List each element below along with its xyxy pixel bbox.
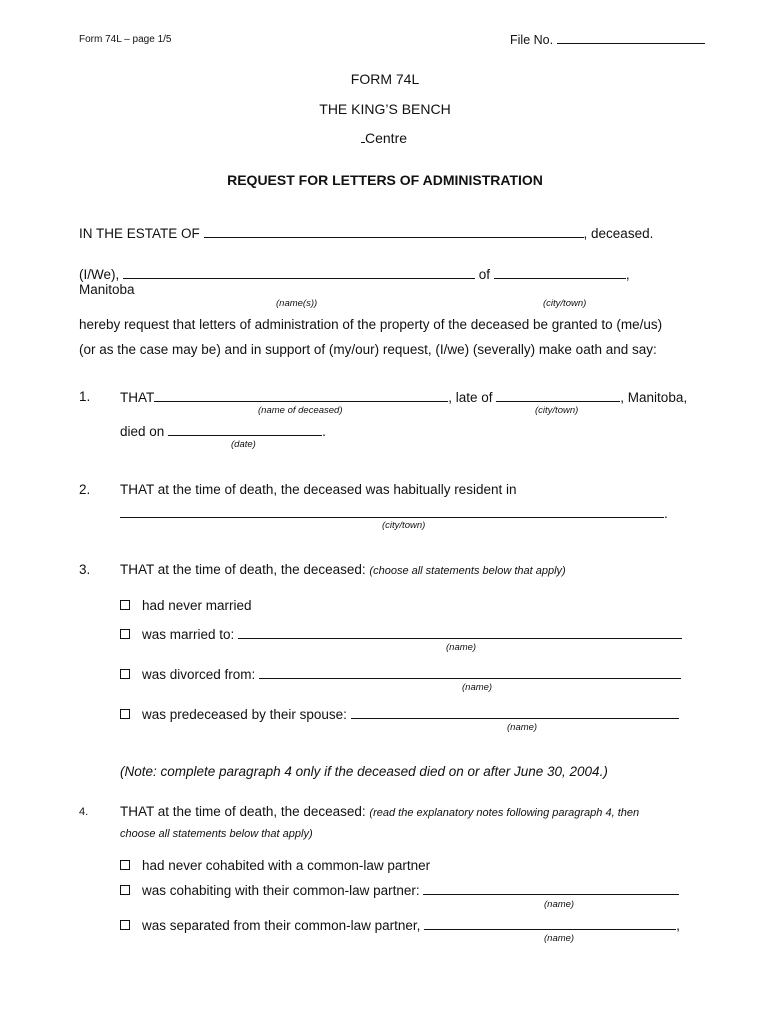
checkbox-never-cohabited[interactable] <box>120 860 130 870</box>
para-4-line <box>120 804 639 819</box>
applicant-city-caption: (city/town) <box>543 298 587 309</box>
court-name: THE KING’S BENCH <box>319 101 451 117</box>
para-4-instruction-2: choose all statements below that apply) <box>120 828 313 840</box>
checkbox-predeceased[interactable] <box>120 709 130 719</box>
predeceased-spouse-name-blank[interactable] <box>351 706 679 719</box>
option-separated[interactable] <box>120 917 680 933</box>
separated-name-caption: (name) <box>544 933 575 944</box>
residence-line <box>120 505 668 521</box>
checkbox-cohabiting[interactable] <box>120 885 130 895</box>
option-label: was married to: <box>142 627 235 642</box>
para-4-text: THAT at the time of death, the deceased: <box>120 804 366 819</box>
option-label: was separated from their common-law partner, <box>142 918 421 933</box>
estate-prefix: IN THE ESTATE OF <box>79 226 200 241</box>
file-number-field[interactable] <box>510 31 705 47</box>
option-label: had never married <box>142 598 252 613</box>
para-1-manitoba: , Manitoba, <box>620 390 688 405</box>
para-1-late-of: , late of <box>448 390 493 405</box>
died-on-label: died on <box>120 424 165 439</box>
option-label: was predeceased by their spouse: <box>142 707 347 722</box>
applicant-city-blank[interactable] <box>494 266 626 279</box>
para-3-instruction: (choose all statements below that apply) <box>369 565 566 577</box>
applicant-of: of <box>478 267 491 282</box>
para-1-line <box>120 389 687 405</box>
form-page-label: Form 74L – page 1/5 <box>79 34 172 45</box>
applicant-province: Manitoba <box>79 282 135 297</box>
common-law-partner-name-blank[interactable] <box>423 882 679 895</box>
para-1-name-caption: (name of deceased) <box>258 405 343 416</box>
spouse-name-blank[interactable] <box>238 626 682 639</box>
para-3-text: THAT at the time of death, the deceased: <box>120 562 366 577</box>
file-number-blank[interactable] <box>557 31 705 44</box>
applicant-comma: , <box>625 267 630 282</box>
centre-field[interactable] <box>361 130 407 146</box>
para-4-instruction-1: (read the explanatory notes following paragraph 4, then <box>369 807 640 819</box>
option-predeceased[interactable] <box>120 706 679 722</box>
applicant-names-caption: (name(s)) <box>276 298 318 309</box>
predeceased-name-caption: (name) <box>507 722 538 733</box>
applicant-line <box>79 266 630 282</box>
cohabiting-name-caption: (name) <box>544 899 575 910</box>
request-line-2: (or as the case may be) and in support of (my/our) request, (I/we) (severally) make oath and say: <box>79 342 657 357</box>
option-label: had never cohabited with a common-law partner <box>142 858 431 873</box>
checkbox-never-married[interactable] <box>120 600 130 610</box>
estate-suffix: , deceased. <box>583 226 654 241</box>
applicant-prefix: (I/We), <box>79 267 120 282</box>
file-number-label: File No. <box>510 33 554 47</box>
para-1-number: 1. <box>79 389 91 404</box>
residence-period: . <box>664 506 668 521</box>
married-name-caption: (name) <box>446 642 477 653</box>
residence-city-blank[interactable] <box>120 505 664 518</box>
document-title: REQUEST FOR LETTERS OF ADMINISTRATION <box>227 172 543 188</box>
applicant-names-blank[interactable] <box>123 266 475 279</box>
deceased-city-blank[interactable] <box>496 389 620 402</box>
divorced-name-caption: (name) <box>462 682 493 693</box>
para-4-number: 4. <box>79 806 89 818</box>
option-label: was cohabiting with their common-law partner: <box>142 883 420 898</box>
former-spouse-name-blank[interactable] <box>259 666 681 679</box>
died-on-line <box>120 423 326 439</box>
para-2-city-caption: (city/town) <box>382 520 426 531</box>
checkbox-married-to[interactable] <box>120 629 130 639</box>
para-3-number: 3. <box>79 562 91 577</box>
para-2-number: 2. <box>79 482 91 497</box>
para-1-city-caption: (city/town) <box>535 405 579 416</box>
centre-label: Centre <box>365 130 408 146</box>
separated-partner-name-blank[interactable] <box>424 917 676 930</box>
date-of-death-blank[interactable] <box>168 423 322 436</box>
checkbox-separated[interactable] <box>120 920 130 930</box>
form-number: FORM 74L <box>350 71 420 87</box>
para-3-line <box>120 562 566 577</box>
died-on-period: . <box>322 424 326 439</box>
option-never-cohabited[interactable] <box>120 858 430 873</box>
option-divorced-from[interactable] <box>120 666 681 682</box>
option-label: was divorced from: <box>142 667 256 682</box>
option-married-to[interactable] <box>120 626 682 642</box>
deceased-name-blank[interactable] <box>204 225 584 238</box>
checkbox-divorced-from[interactable] <box>120 669 130 679</box>
estate-line <box>79 225 653 241</box>
date-caption: (date) <box>231 439 256 450</box>
option-cohabiting[interactable] <box>120 882 679 898</box>
request-line-1: hereby request that letters of administration of the property of the deceased be granted to (me/us) <box>79 317 663 332</box>
para-2-text: THAT at the time of death, the deceased was habitually resident in <box>120 482 517 497</box>
para-1-that: THAT <box>120 390 155 405</box>
separated-comma: , <box>676 918 680 933</box>
deceased-name-blank-2[interactable] <box>154 389 448 402</box>
option-never-married[interactable] <box>120 598 252 613</box>
paragraph-4-note: (Note: complete paragraph 4 only if the deceased died on or after June 30, 2004.) <box>120 764 608 779</box>
